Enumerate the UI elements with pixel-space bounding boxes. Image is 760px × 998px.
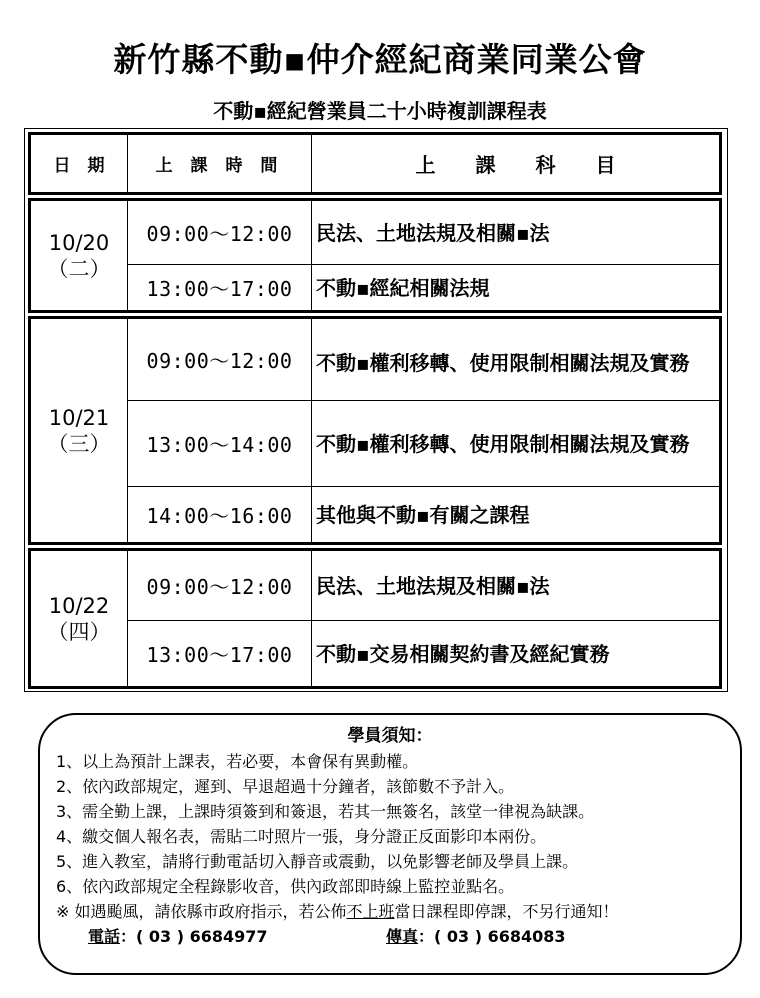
- day-block-2: [28, 316, 722, 545]
- phone-value: ：( 03 ) 6684977: [120, 927, 268, 946]
- session-time: 09:00～12:00: [146, 575, 293, 599]
- notice-item: 2、依內政部規定，遲到、早退超過十分鐘者，該節數不予計入。: [56, 777, 515, 796]
- notice-title: 學員須知：: [347, 726, 433, 746]
- session-time: 09:00～12:00: [146, 349, 293, 373]
- page-subtitle: 不動▪經紀營業員二十小時複訓課程表: [213, 99, 547, 123]
- page-title: 新竹縣不動▪仲介經紀商業同業公會: [113, 40, 647, 79]
- day-date-cell: [31, 551, 127, 686]
- day-date-cell: [31, 319, 127, 542]
- day-date: 10/20: [48, 230, 110, 255]
- session-time: 13:00～14:00: [146, 433, 293, 457]
- day-date-cell: [31, 201, 127, 310]
- session-subject: 民法、土地法規及相關▪法: [316, 220, 550, 245]
- session-subject: 不動▪權利移轉、使用限制相關法規及實務: [316, 431, 690, 456]
- day-block-3: [28, 548, 722, 689]
- day-weekday: （四）: [47, 619, 111, 644]
- typhoon-underlined: 不上班: [346, 902, 395, 921]
- phone-contact: [88, 924, 268, 947]
- fax-contact: [386, 924, 566, 947]
- notice-item: 6、依內政部規定全程錄影收音，供內政部即時線上監控並點名。: [56, 877, 515, 896]
- fax-value: ：( 03 ) 6684083: [418, 927, 566, 946]
- typhoon-notice: [56, 899, 619, 922]
- day-block-1: [28, 198, 722, 313]
- notice-box: [38, 713, 742, 975]
- day-date: 10/21: [48, 405, 110, 430]
- notice-item: 3、需全勤上課，上課時須簽到和簽退，若其一無簽名，該堂一律視為缺課。: [56, 802, 595, 821]
- fax-label: 傳真: [386, 927, 419, 946]
- typhoon-suffix: 當日課程即停課，不另行通知！: [394, 902, 619, 921]
- table-header-row: [28, 132, 722, 195]
- session-subject: 不動▪權利移轉、使用限制相關法規及實務: [316, 350, 690, 375]
- typhoon-prefix: ※ 如遇颱風，請依縣市政府指示，若公佈: [56, 902, 347, 921]
- notice-item: 5、進入教室，請將行動電話切入靜音或震動，以免影響老師及學員上課。: [56, 852, 579, 871]
- session-time: 13:00～17:00: [146, 277, 293, 301]
- notice-item: 1、以上為預計上課表，若必要，本會保有異動權。: [56, 752, 419, 771]
- day-date: 10/22: [48, 593, 110, 618]
- day-weekday: （二）: [47, 256, 111, 281]
- header-subject: 上 課 科 目: [415, 153, 616, 177]
- session-subject: 民法、土地法規及相關▪法: [316, 573, 550, 598]
- notice-item: 4、繳交個人報名表，需貼二吋照片一張，身分證正反面影印本兩份。: [56, 827, 547, 846]
- session-subject: 不動▪交易相關契約書及經紀實務: [316, 641, 610, 666]
- header-date: 日 期: [53, 156, 105, 176]
- header-time: 上 課 時 間: [155, 156, 284, 176]
- session-subject: 不動▪經紀相關法規: [316, 275, 490, 300]
- session-subject: 其他與不動▪有關之課程: [316, 502, 530, 527]
- session-time: 09:00～12:00: [146, 222, 293, 246]
- session-time: 13:00～17:00: [146, 643, 293, 667]
- day-weekday: （三）: [47, 431, 111, 456]
- session-time: 14:00～16:00: [146, 504, 293, 528]
- phone-label: 電話: [88, 927, 121, 946]
